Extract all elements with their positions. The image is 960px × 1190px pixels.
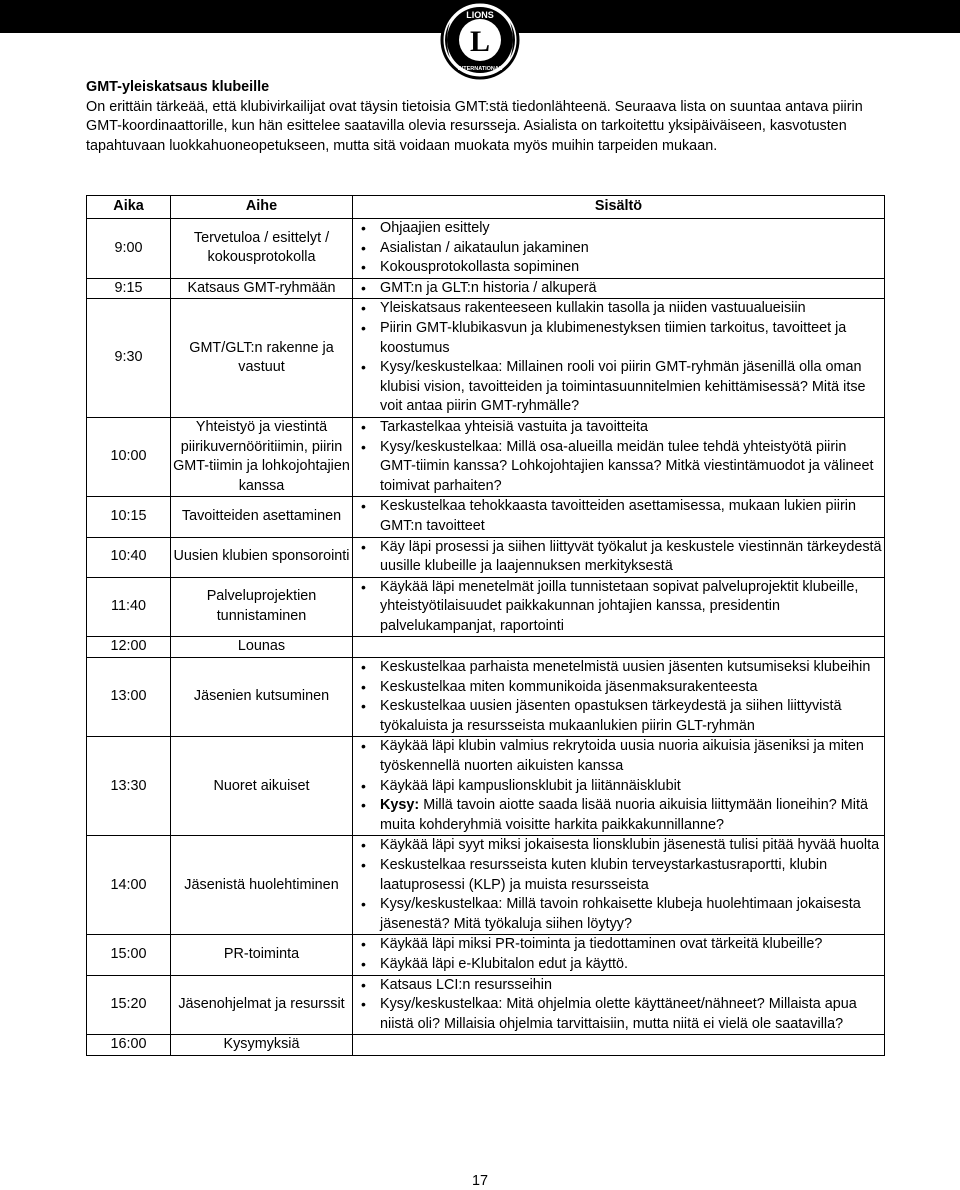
row-time: 9:00 xyxy=(87,219,171,279)
row-topic: Katsaus GMT-ryhmään xyxy=(171,278,353,299)
content-bullet-item: • Kysy/keskustelkaa: Mitä ohjelmia olette käyttäneet/nähneet? Millaista apua niistä oli? Millaisia ohjelmia tarvittaisiin, mutta niitä ei vielä ole saatavilla? xyxy=(353,995,884,1034)
table-row xyxy=(87,278,885,299)
content-bullet-item: • Käykää läpi klubin valmius rekrytoida uusia nuoria aikuisia jäseniksi ja miten työskennellä nuorten aikuisten kanssa xyxy=(353,737,884,776)
schedule-table xyxy=(86,195,885,1056)
content-bullet-item: • Käykää läpi miksi PR-toiminta ja tiedottaminen ovat tärkeitä klubeille? xyxy=(353,935,884,955)
row-content xyxy=(353,497,885,537)
row-time: 13:30 xyxy=(87,737,171,836)
row-content xyxy=(353,417,885,496)
header-time: Aika xyxy=(87,196,171,219)
table-row xyxy=(87,935,885,975)
content-bullet-item: • Käykää läpi e-Klubitalon edut ja käyttö. xyxy=(353,955,884,975)
table-row xyxy=(87,836,885,935)
table-row xyxy=(87,1035,885,1056)
content-bullet-item: • Keskustelkaa tehokkaasta tavoitteiden asettamisessa, mukaan lukien piirin GMT:n tavoitteet xyxy=(353,497,884,536)
row-time: 12:00 xyxy=(87,637,171,658)
content-bullet-list xyxy=(353,737,884,835)
content-bullet-item: • Kysy/keskustelkaa: Millä tavoin rohkaisette klubeja huolehtimaan jokaisesta jäsenestä? Mitä työkaluja siihen löytyy? xyxy=(353,895,884,934)
table-row xyxy=(87,537,885,577)
table-row xyxy=(87,497,885,537)
content-bullet-list xyxy=(353,497,884,536)
row-content xyxy=(353,975,885,1035)
row-content xyxy=(353,577,885,637)
content-bullet-item: • Keskustelkaa parhaista menetelmistä uusien jäsenten kutsumiseksi klubeihin xyxy=(353,658,884,678)
content-bullet-item: • Yleiskatsaus rakenteeseen kullakin tasolla ja niiden vastuualueisiin xyxy=(353,299,884,319)
table-row xyxy=(87,737,885,836)
intro-body: On erittäin tärkeää, että klubivirkailijat ovat täysin tietoisia GMT:stä tiedonlähteenä. Seuraava lista on suuntaa antava piirin GMT-koordinaattorille, kun hän esittelee saatavilla olevia resursseja. Asialista on tarkoitettu yksipäiväiseen, kasvotusten tapahtuvaan luokkahuoneopetukseen, mutta sitä voidaan muokata myös muihin tarpeiden mukaan. xyxy=(86,98,863,154)
header-topic: Aihe xyxy=(171,196,353,219)
content-bullet-item: • Asialistan / aikataulun jakaminen xyxy=(353,239,884,259)
row-content xyxy=(353,219,885,279)
row-time: 10:40 xyxy=(87,537,171,577)
svg-text:LIONS: LIONS xyxy=(466,10,494,20)
row-content xyxy=(353,637,885,658)
row-time: 10:00 xyxy=(87,417,171,496)
content-bullet-list xyxy=(353,836,884,934)
content-bullet-list xyxy=(353,299,884,417)
row-topic: Yhteistyö ja viestintä piirikuvernööritiimin, piirin GMT-tiimin ja lohkojohtajien kanssa xyxy=(171,417,353,496)
content-bullet-item: • Keskustelkaa uusien jäsenten opastuksen tärkeydestä ja siihen liittyvistä työkaluista ja resursseista mukaanlukien piirin GLT-ryhmän xyxy=(353,697,884,736)
content-bullet-item: • Ohjaajien esittely xyxy=(353,219,884,239)
row-content xyxy=(353,737,885,836)
row-content xyxy=(353,537,885,577)
row-topic: GMT/GLT:n rakenne ja vastuut xyxy=(171,299,353,418)
row-content xyxy=(353,278,885,299)
content-bullet-item: • Kokousprotokollasta sopiminen xyxy=(353,258,884,278)
content-bullet-item: • GMT:n ja GLT:n historia / alkuperä xyxy=(353,279,884,299)
row-topic: Nuoret aikuiset xyxy=(171,737,353,836)
content-bullet-item: • Kysy/keskustelkaa: Millä osa-alueilla meidän tulee tehdä yhteistyötä piirin GMT-tiimin kanssa? Lohkojohtajien kanssa? Mitkä viestintämuodot ja välineet toimivat parhaiten? xyxy=(353,438,884,497)
table-row xyxy=(87,577,885,637)
row-time: 10:15 xyxy=(87,497,171,537)
row-topic: Uusien klubien sponsorointi xyxy=(171,537,353,577)
row-time: 9:30 xyxy=(87,299,171,418)
row-content xyxy=(353,1035,885,1056)
row-topic: Tavoitteiden asettaminen xyxy=(171,497,353,537)
svg-text:L: L xyxy=(469,25,491,58)
row-time: 9:15 xyxy=(87,278,171,299)
content-bullet-item: • Käykää läpi syyt miksi jokaisesta lionsklubin jäsenestä tulisi pitää hyvää huolta xyxy=(353,836,884,856)
content-bullet-item: • Keskustelkaa miten kommunikoida jäsenmaksurakenteesta xyxy=(353,678,884,698)
row-topic: Jäsenohjelmat ja resurssit xyxy=(171,975,353,1035)
intro-section xyxy=(86,78,886,156)
content-bullet-item: • Käykää läpi kampuslionsklubit ja liitännäisklubit xyxy=(353,777,884,797)
table-row xyxy=(87,417,885,496)
row-topic: Lounas xyxy=(171,637,353,658)
row-content xyxy=(353,935,885,975)
table-row xyxy=(87,299,885,418)
content-bullet-list xyxy=(353,976,884,1035)
table-header-row xyxy=(87,196,885,219)
lions-international-logo xyxy=(436,0,524,88)
content-bullet-list xyxy=(353,418,884,496)
content-bullet-list xyxy=(353,219,884,278)
row-content xyxy=(353,299,885,418)
content-bullet-item: • Kysy/keskustelkaa: Millainen rooli voi piirin GMT-ryhmän jäsenillä olla oman klubisi vision, tavoitteiden ja toimintasuunnitelmien kehittämisessä? Mitä itse voit antaa piirin GMT-ryhmälle? xyxy=(353,358,884,417)
row-time: 16:00 xyxy=(87,1035,171,1056)
svg-text:INTERNATIONAL: INTERNATIONAL xyxy=(457,66,503,72)
content-bullet-item: • Keskustelkaa resursseista kuten klubin terveystarkastusraportti, klubin laatuprosessi (KLP) ja muista resursseista xyxy=(353,856,884,895)
table-row xyxy=(87,637,885,658)
content-bullet-item: • Käykää läpi menetelmät joilla tunnistetaan sopivat palveluprojektit klubeille, yhteistyötilaisuudet paikkakunnan johtajien kanssa, presidentin palvelukampanjat, raportointi xyxy=(353,578,884,637)
header-content: Sisältö xyxy=(353,196,885,219)
content-bullet-item: • Käy läpi prosessi ja siihen liittyvät työkalut ja keskustele viestinnän tärkeydestä uusille klubeille ja laajennuksen merkityksestä xyxy=(353,538,884,577)
row-time: 14:00 xyxy=(87,836,171,935)
page-number: 17 xyxy=(471,1173,488,1189)
row-topic: Jäsenistä huolehtiminen xyxy=(171,836,353,935)
row-topic: Kysymyksiä xyxy=(171,1035,353,1056)
row-time: 15:20 xyxy=(87,975,171,1035)
content-bullet-item: • Kysy: Millä tavoin aiotte saada lisää nuoria aikuisia liittymään lioneihin? Mitä muita kohderyhmiä voisitte harkita paikkakunnillanne? xyxy=(353,796,884,835)
content-bullet-list xyxy=(353,578,884,637)
row-time: 15:00 xyxy=(87,935,171,975)
content-bullet-item: • Tarkastelkaa yhteisiä vastuita ja tavoitteita xyxy=(353,418,884,438)
row-topic: Palveluprojektien tunnistaminen xyxy=(171,577,353,637)
content-bullet-list xyxy=(353,538,884,577)
row-content xyxy=(353,658,885,737)
row-topic: PR-toiminta xyxy=(171,935,353,975)
content-bullet-list xyxy=(353,658,884,736)
content-bullet-list xyxy=(353,935,884,974)
table-row xyxy=(87,658,885,737)
row-topic: Tervetuloa / esittelyt / kokousprotokolla xyxy=(171,219,353,279)
table-row xyxy=(87,219,885,279)
intro-title: GMT-yleiskatsaus klubeille xyxy=(86,79,270,95)
content-bullet-item: • Katsaus LCI:n resursseihin xyxy=(353,976,884,996)
content-bullet-list xyxy=(353,279,884,299)
row-content xyxy=(353,836,885,935)
row-time: 11:40 xyxy=(87,577,171,637)
row-topic: Jäsenien kutsuminen xyxy=(171,658,353,737)
content-bullet-item: • Piirin GMT-klubikasvun ja klubimenestyksen tiimien tarkoitus, tavoitteet ja koostumus xyxy=(353,319,884,358)
row-time: 13:00 xyxy=(87,658,171,737)
table-row xyxy=(87,975,885,1035)
